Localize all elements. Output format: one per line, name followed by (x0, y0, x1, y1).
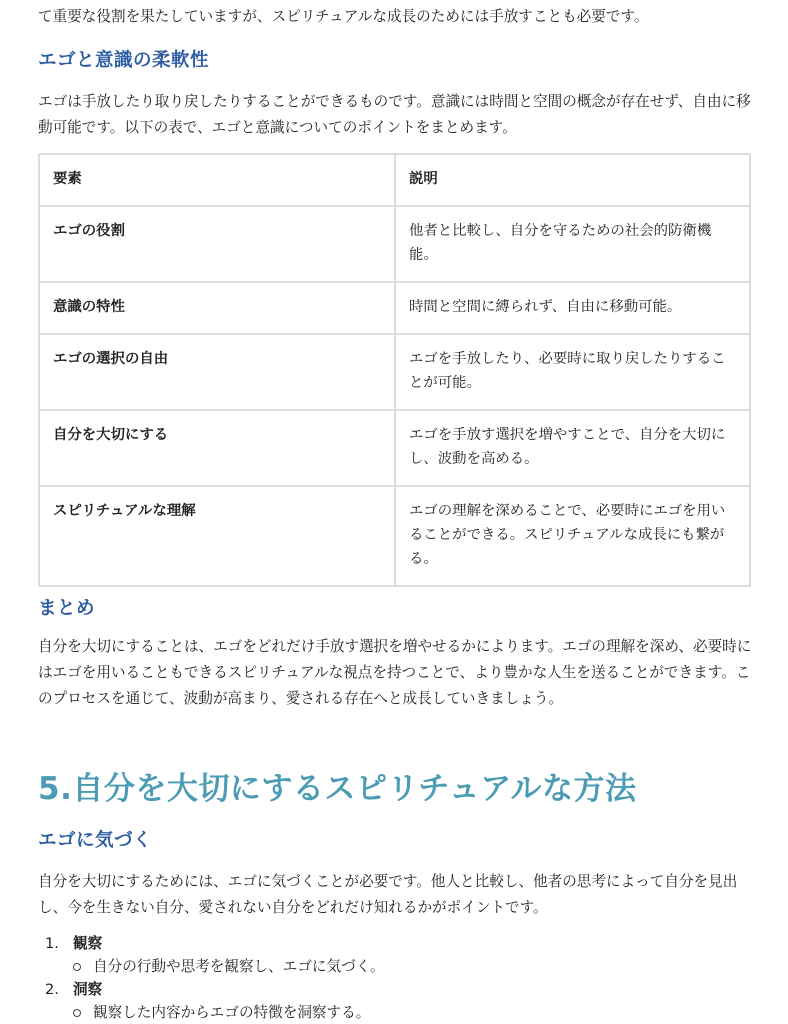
table-cell-description: エゴを手放したり、必要時に取り戻したりすることが可能。 (395, 334, 750, 410)
table-header-row (39, 154, 750, 206)
intro-text: て重要な役割を果たしていますが、スピリチュアルな成長のためには手放すことも必要です。 (38, 8, 649, 25)
table-row (39, 282, 750, 334)
table-cell-element: 意識の特性 (39, 282, 395, 334)
table-row (39, 410, 750, 486)
table-row (39, 206, 750, 282)
table-cell-element: エゴの役割 (39, 206, 395, 282)
step-title: 観察 (73, 935, 103, 952)
steps-list (38, 932, 738, 1024)
table-cell-description: エゴを手放す選択を増やすことで、自分を大切にし、波動を高める。 (395, 410, 750, 486)
table-cell-description: エゴの理解を深めることで、必要時にエゴを用いることができる。スピリチュアルな成長にも繋がる。 (395, 486, 750, 586)
section5-heading: 5.自分を大切にするスピリチュアルな方法 (38, 771, 637, 807)
list-item (38, 978, 738, 1024)
table-row (39, 334, 750, 410)
summary-heading: まとめ (38, 598, 96, 619)
table-header-description: 説明 (395, 154, 750, 206)
table-cell-description: 他者と比較し、自分を守るための社会的防衛機能。 (395, 206, 750, 282)
step-number: 2. (45, 981, 59, 998)
table-header-element: 要素 (39, 154, 395, 206)
step-detail: 観察した内容からエゴの特徴を洞察する。 (73, 1001, 738, 1024)
section5-paragraph: 自分を大切にするためには、エゴに気づくことが必要です。他人と比較し、他者の思考によって自分を見出し、今を生きない自分、愛されない自分をどれだけ知れるかがポイントです。 (38, 873, 738, 916)
section-paragraph: エゴは手放したり取り戻したりすることができるものです。意識には時間と空間の概念が存在せず、自由に移動可能です。以下の表で、エゴと意識についてのポイントをまとめます。 (38, 93, 751, 136)
step-detail: 自分の行動や思考を観察し、エゴに気づく。 (73, 955, 738, 978)
table-row (39, 486, 750, 586)
table-cell-element: 自分を大切にする (39, 410, 395, 486)
step-title: 洞察 (73, 981, 103, 998)
step-number: 1. (45, 935, 59, 952)
table-cell-element: エゴの選択の自由 (39, 334, 395, 410)
table-cell-element: スピリチュアルな理解 (39, 486, 395, 586)
ego-consciousness-table (38, 153, 751, 587)
section5-subheading: エゴに気づく (38, 830, 153, 851)
summary-paragraph: 自分を大切にすることは、エゴをどれだけ手放す選択を増やせるかによります。エゴの理解を深め、必要時にはエゴを用いることもできるスピリチュアルな視点を持つことで、より豊かな人生を送ることができます。このプロセスを通じて、波動が高まり、愛される存在へと成長していきましょう。 (38, 638, 752, 707)
table-cell-description: 時間と空間に縛られず、自由に移動可能。 (395, 282, 750, 334)
section-heading-ego-consciousness: エゴと意識の柔軟性 (38, 50, 210, 71)
list-item (38, 932, 738, 978)
